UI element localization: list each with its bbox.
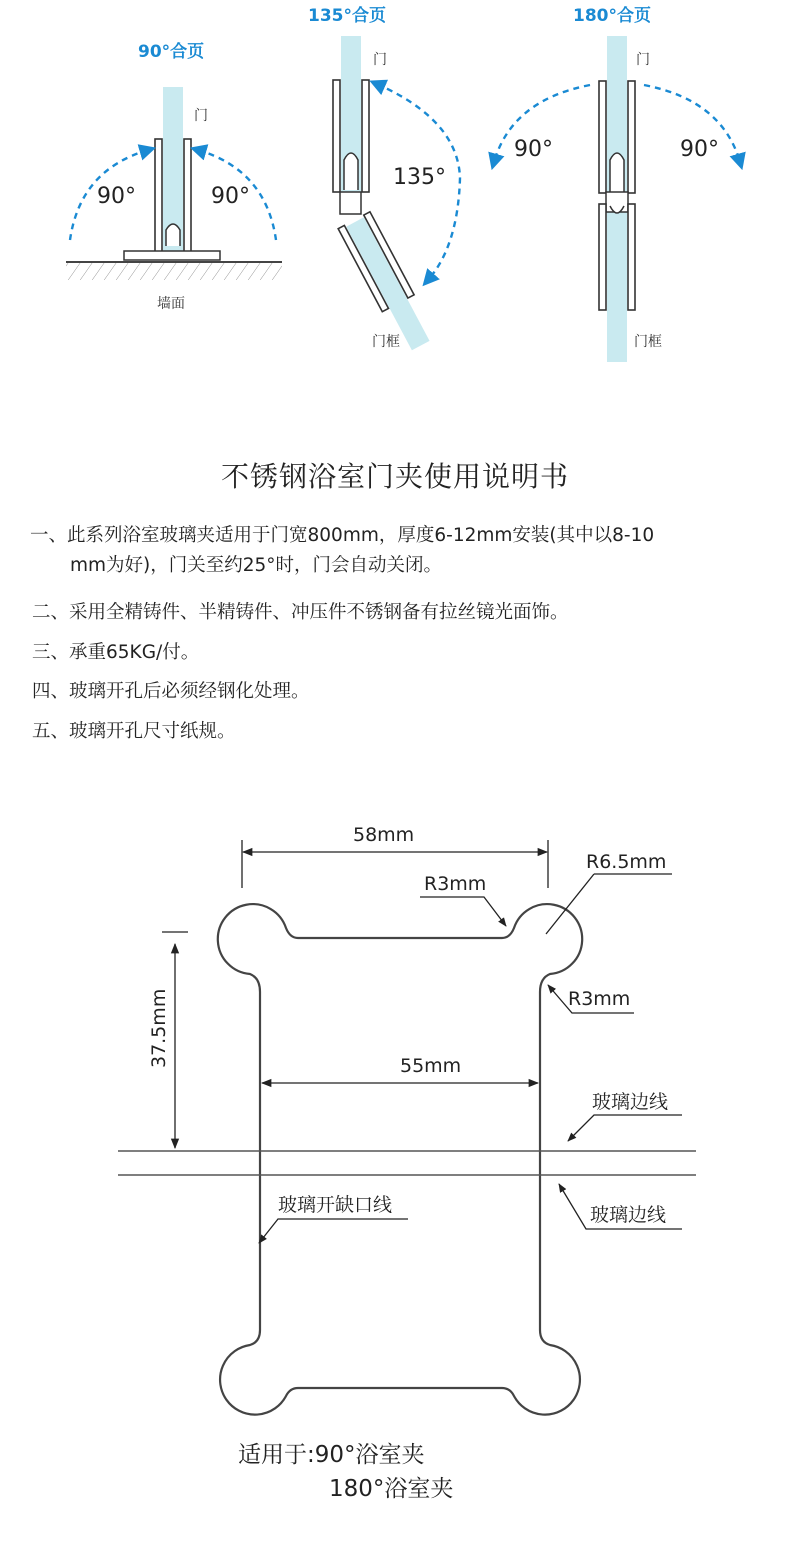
applies-note-line2: 180°浴室夹 xyxy=(329,1476,454,1502)
manual-title: 不锈钢浴室门夹使用说明书 xyxy=(220,460,569,493)
hinge-90-base xyxy=(124,251,220,260)
manual-item-4-num: 四、 xyxy=(32,681,70,702)
manual-item-1-text: 此系列浴室玻璃夹适用于门宽800mm，厚度6-12mm安装(其中以8-10 xyxy=(67,525,655,546)
hinge-90-clamp-left xyxy=(155,139,162,254)
hinge-180-left-angle: 90° xyxy=(514,137,553,162)
manual-item-5-text: 玻璃开孔尺寸纸规。 xyxy=(69,721,236,742)
cutout-outline xyxy=(218,904,582,1415)
hinge-180-right-angle: 90° xyxy=(680,137,719,162)
hinge-135-title: 135°合页 xyxy=(308,6,386,26)
hinge-90-title: 90°合页 xyxy=(138,42,205,62)
cut-line-label: 玻璃开缺口线 xyxy=(278,1194,393,1216)
manual-item-1 xyxy=(30,521,654,551)
hinge-135-door-label: 门 xyxy=(373,52,387,68)
glass-edge-label-bottom: 玻璃边线 xyxy=(590,1204,667,1226)
hinge-90-diagram xyxy=(66,41,282,312)
manual-item-5 xyxy=(32,717,236,747)
dim-height-label: 37.5mm xyxy=(148,988,170,1068)
hinge-180-frame-label: 门框 xyxy=(634,334,662,350)
hinge-diagrams xyxy=(0,0,790,380)
hinge-90-left-angle: 90° xyxy=(97,184,136,209)
hinge-135-glass-frame xyxy=(346,217,429,350)
manual-item-3-text: 承重65KG/付。 xyxy=(69,642,200,663)
hinge-180-door-label: 门 xyxy=(636,52,650,68)
hinge-180-diagram xyxy=(494,5,740,362)
dim-inner-label: 55mm xyxy=(400,1055,462,1077)
cutout-template-diagram xyxy=(0,800,790,1561)
radius-notch-side-label: R3mm xyxy=(568,988,631,1010)
hinge-135-angle: 135° xyxy=(393,165,446,190)
hinge-90-wall-hatch xyxy=(66,263,282,280)
hinge-135-frame-label: 门框 xyxy=(372,334,400,350)
manual-item-1-cont: mm为好)，门关至约25°时，门会自动关闭。 xyxy=(70,555,443,576)
hinge-90-door-label: 门 xyxy=(194,108,208,124)
hinge-180-title: 180°合页 xyxy=(573,6,651,26)
manual-item-3-num: 三、 xyxy=(32,642,70,663)
radius-notch-top-label: R3mm xyxy=(424,873,487,895)
manual-item-2-num: 二、 xyxy=(32,602,70,623)
manual-item-4 xyxy=(32,677,310,707)
manual-section xyxy=(0,455,790,521)
applies-note-line1: 适用于:90°浴室夹 xyxy=(238,1442,425,1468)
glass-edge-label-top: 玻璃边线 xyxy=(592,1091,669,1113)
manual-item-3 xyxy=(32,638,199,668)
manual-item-2-text: 采用全精铸件、半精铸件、冲压件不锈钢备有拉丝镜光面饰。 xyxy=(69,602,569,623)
hinge-90-clamp-right xyxy=(184,139,191,254)
manual-item-2 xyxy=(32,598,569,628)
manual-item-5-num: 五、 xyxy=(32,721,70,742)
manual-item-1-num: 一、 xyxy=(30,525,68,546)
hinge-90-base-label: 墙面 xyxy=(157,296,185,312)
radius-outer-label: R6.5mm xyxy=(586,851,667,873)
dim-top-label: 58mm xyxy=(353,824,415,846)
hinge-135-diagram xyxy=(308,5,460,354)
manual-item-4-text: 玻璃开孔后必须经钢化处理。 xyxy=(69,681,310,702)
hinge-90-right-angle: 90° xyxy=(211,184,250,209)
